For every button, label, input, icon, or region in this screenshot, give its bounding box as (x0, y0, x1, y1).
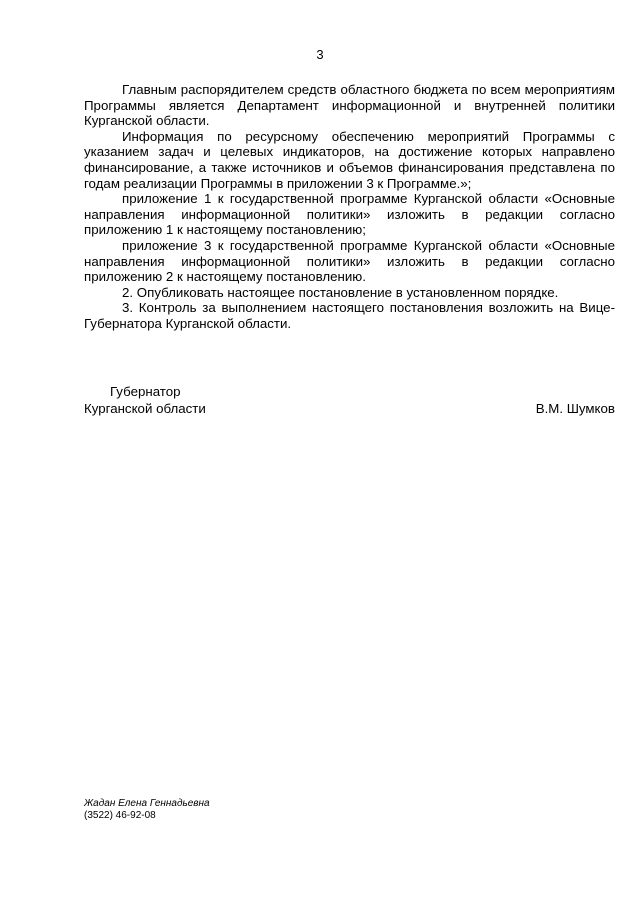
executor-name: Жадан Елена Геннадьевна (84, 798, 210, 809)
paragraph: приложение 1 к государственной программе Курганской области «Основные направления информационной политики» изложить в редакции согласно приложению 1 к настоящему постановлению; (84, 191, 615, 238)
signer-title: Губернатор (110, 384, 181, 399)
paragraph: Информация по ресурсному обеспечению мероприятий Программы с указанием задач и целевых индикаторов, на достижение которых направлено финансирование, а также источников и объемов финансирования представлена по годам реализации Программы в приложении 3 к Программе.»; (84, 128, 615, 191)
paragraph: 3. Контроль за выполнением настоящего постановления возложить на Вице-Губернатора Курганской области. (84, 300, 615, 331)
paragraph: приложение 3 к государственной программе Курганской области «Основные направления информационной политики» изложить в редакции согласно приложению 2 к настоящему постановлению. (84, 237, 615, 285)
document-body (84, 82, 615, 332)
paragraph: Главным распорядителем средств областного бюджета по всем мероприятиям Программы является Департамент информационной и внутренней политики Курганской области. (84, 82, 615, 129)
page-number: 3 (316, 47, 324, 62)
signer-region: Курганской области (84, 401, 206, 416)
executor-phone: (3522) 46-92-08 (84, 810, 156, 821)
paragraph: 2. Опубликовать настоящее постановление в установленном порядке. (122, 284, 559, 300)
executor-info (84, 798, 210, 822)
signer-name: В.М. Шумков (535, 401, 615, 416)
signature-block (84, 383, 615, 417)
